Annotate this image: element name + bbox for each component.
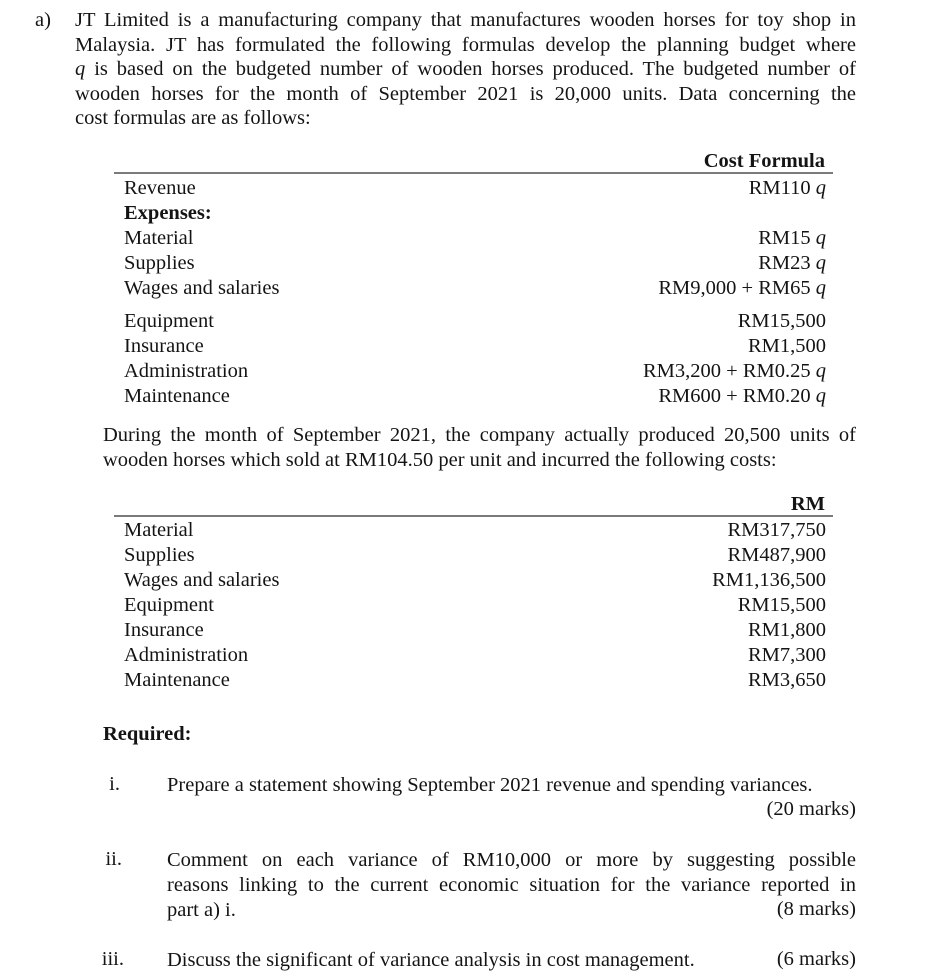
- table-row: [124, 618, 826, 643]
- marks-label: (20 marks): [766, 798, 856, 820]
- row-value: RM1,800: [747, 619, 826, 641]
- row-value: RM600 + RM0.20 q: [658, 385, 826, 407]
- item-text: Comment on each variance of RM10,000 or more by suggesting possible: [167, 849, 856, 871]
- row-label: Administration: [124, 644, 249, 666]
- row-value: RM1,136,500: [712, 569, 826, 591]
- actual-line: During the month of September 2021, the company actually produced 20,500 units of: [103, 424, 856, 446]
- item-text: reasons linking to the current economic situation for the variance reported in: [167, 874, 856, 896]
- row-value: RM15,500: [737, 594, 826, 616]
- row-value: RM15 q: [758, 227, 826, 249]
- table-row: [124, 643, 826, 668]
- actual-line: wooden horses which sold at RM104.50 per unit and incurred the following costs:: [103, 448, 777, 471]
- intro-line: Malaysia. JT has formulated the following formulas develop the planning budget where: [75, 33, 856, 56]
- row-value: RM3,650: [747, 669, 826, 691]
- row-label: Wages and salaries: [124, 569, 280, 591]
- table-row: [124, 176, 826, 201]
- row-value: RM7,300: [747, 644, 826, 666]
- item-text: Prepare a statement showing September 2021 revenue and spending variances.: [167, 774, 813, 796]
- table-row: [124, 251, 826, 276]
- row-label: Equipment: [124, 310, 214, 332]
- row-label: Maintenance: [124, 385, 230, 407]
- item-numeral: ii.: [105, 848, 122, 870]
- table-row: [124, 334, 826, 359]
- row-label: Material: [124, 227, 194, 249]
- item-numeral: i.: [109, 773, 120, 795]
- marks-label: (6 marks): [776, 948, 856, 970]
- table-row: [124, 276, 826, 301]
- table-rule: [114, 172, 833, 174]
- item-text: Discuss the significant of variance analysis in cost management.: [167, 949, 695, 971]
- row-label: Wages and salaries: [124, 277, 280, 299]
- marks-label: (8 marks): [776, 898, 856, 920]
- row-value: RM317,750: [727, 519, 826, 541]
- row-label: Material: [124, 519, 194, 541]
- table-row: [124, 543, 826, 568]
- table-row: [124, 568, 826, 593]
- required-heading: Required:: [103, 723, 192, 745]
- table-row: [124, 226, 826, 251]
- row-value: RM110 q: [748, 177, 826, 199]
- row-value: RM3,200 + RM0.25 q: [643, 360, 826, 382]
- table-row: [124, 384, 826, 409]
- row-value: RM15,500: [737, 310, 826, 332]
- expenses-heading: Expenses:: [124, 202, 212, 224]
- required-item: [167, 948, 856, 973]
- table-row: [124, 201, 826, 226]
- row-value: RM487,900: [727, 544, 826, 566]
- item-text: part a) i.: [167, 899, 236, 921]
- intro-line: q is based on the budgeted number of wooden horses produced. The budgeted number of: [75, 58, 857, 80]
- table-row: [124, 593, 826, 618]
- intro-line: wooden horses for the month of September 2021 is 20,000 units. Data concerning the: [75, 82, 856, 105]
- question-label: a): [35, 9, 51, 31]
- table-row: [124, 359, 826, 384]
- table-row: [124, 518, 826, 543]
- row-label: Supplies: [124, 544, 195, 566]
- row-value: RM1,500: [747, 335, 826, 357]
- item-numeral: iii.: [101, 948, 124, 970]
- row-label: Revenue: [124, 177, 196, 199]
- row-label: Equipment: [124, 594, 214, 616]
- intro-line: JT Limited is a manufacturing company that manufactures wooden horses for toy shop in: [75, 9, 856, 31]
- table-rule: [114, 515, 833, 517]
- table-row: [124, 309, 826, 334]
- row-value: RM23 q: [758, 252, 826, 274]
- row-value: RM9,000 + RM65 q: [658, 277, 826, 299]
- intro-line: cost formulas are as follows:: [75, 107, 311, 129]
- row-label: Maintenance: [124, 669, 230, 691]
- required-item: [167, 773, 856, 798]
- row-label: Supplies: [124, 252, 195, 274]
- required-item: [167, 848, 856, 923]
- row-label: Administration: [124, 360, 249, 382]
- actual-paragraph: [103, 423, 856, 472]
- intro-paragraph: [75, 8, 856, 131]
- cost-formula-header: Cost Formula: [703, 150, 825, 172]
- table-row: [124, 668, 826, 693]
- row-label: Insurance: [124, 335, 204, 357]
- variable-q: q: [75, 58, 86, 80]
- actual-cost-header: RM: [790, 493, 825, 515]
- row-label: Insurance: [124, 619, 204, 641]
